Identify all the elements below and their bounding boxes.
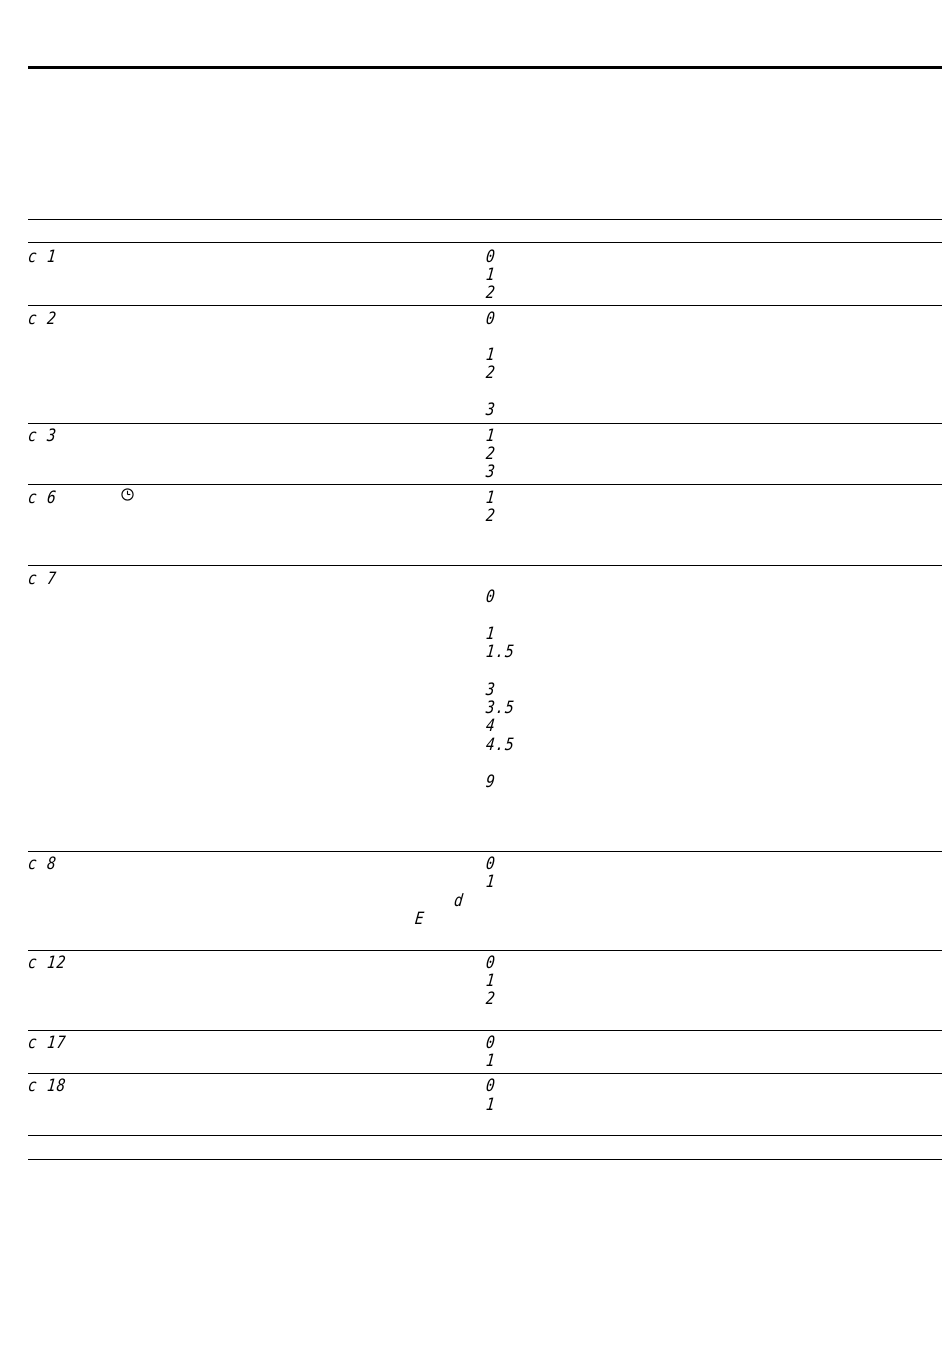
row-divider [28, 423, 942, 424]
setting-value: 2 [485, 506, 497, 526]
setting-value: 1 [485, 971, 497, 991]
row-divider [28, 1030, 942, 1031]
row-divider [28, 242, 942, 243]
setting-code-c12: c 12 [27, 953, 68, 973]
setting-code-c8: c 8 [27, 854, 58, 874]
setting-code-c7: c 7 [27, 569, 58, 589]
row-divider [28, 950, 942, 951]
setting-value: 3 [485, 680, 497, 700]
setting-value: 0 [485, 1033, 497, 1053]
setting-value: 1 [485, 624, 497, 644]
setting-value: 2 [485, 363, 497, 383]
setting-value: 0 [485, 953, 497, 973]
setting-value: 4.5 [485, 735, 516, 755]
row-divider [28, 1073, 942, 1074]
setting-value: 1 [485, 265, 497, 285]
setting-value: 3 [485, 462, 497, 482]
setting-value: 0 [485, 309, 497, 329]
setting-code-c17: c 17 [27, 1033, 68, 1053]
setting-value: 1 [485, 345, 497, 365]
setting-value: 0 [485, 1076, 497, 1096]
table-bottom-rule [28, 1159, 942, 1160]
setting-code-c3: c 3 [27, 426, 58, 446]
display-symbol-d: d [453, 891, 465, 911]
setting-value: 3 [485, 400, 497, 420]
setting-value: 1 [485, 1095, 497, 1115]
setting-code-c2: c 2 [27, 309, 58, 329]
setting-value: 1.5 [485, 642, 516, 662]
setting-value: 1 [485, 872, 497, 892]
row-divider [28, 484, 942, 485]
table-top-rule [28, 219, 942, 220]
row-divider [28, 565, 942, 566]
setting-value: 2 [485, 444, 497, 464]
setting-code-c18: c 18 [27, 1076, 68, 1096]
setting-value: 0 [485, 854, 497, 874]
row-divider [28, 1135, 942, 1136]
row-divider [28, 851, 942, 852]
setting-value: 0 [485, 587, 497, 607]
setting-value: 4 [485, 716, 497, 736]
row-divider [28, 305, 942, 306]
setting-value: 2 [485, 989, 497, 1009]
setting-value: 0 [485, 247, 497, 267]
setting-value: 3.5 [485, 698, 516, 718]
display-symbol-e: E [414, 909, 426, 929]
header-rule [28, 66, 942, 69]
setting-value: 9 [485, 772, 497, 792]
setting-value: 1 [485, 488, 497, 508]
clock-icon [121, 488, 134, 501]
setting-value: 2 [485, 283, 497, 303]
setting-value: 1 [485, 426, 497, 446]
setting-value: 1 [485, 1051, 497, 1071]
setting-code-c1: c 1 [27, 247, 58, 267]
setting-code-c6: c 6 [27, 488, 58, 508]
